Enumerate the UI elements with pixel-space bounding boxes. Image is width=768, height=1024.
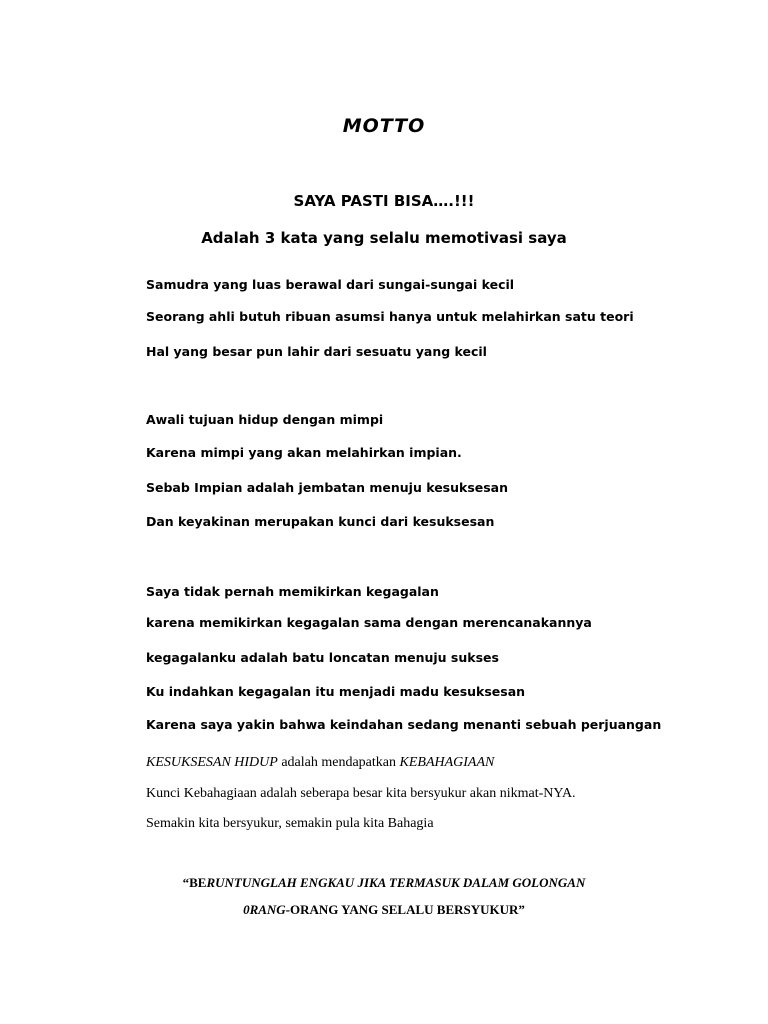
closing-connector: adalah mendapatkan <box>277 755 400 770</box>
closing-highlight-success: KESUKSESAN HIDUP <box>146 755 278 770</box>
page-title: MOTTO <box>342 115 426 137</box>
stanza-3-line-3: kegagalanku adalah batu loncatan menuju sukses <box>146 650 499 665</box>
quote-line-2 <box>0 902 768 918</box>
tagline-note: Adalah 3 kata yang selalu memotivasi saya <box>201 229 567 247</box>
quote-italic-1: RUNTUNGLAH ENGKAU JIKA TERMASUK DALAM GOLONGAN <box>206 875 586 890</box>
stanza-2-line-3: Sebab Impian adalah jembatan menuju kesuksesan <box>146 480 509 495</box>
stanza-3-line-2: karena memikirkan kegagalan sama dengan merencanakannya <box>146 615 592 630</box>
stanza-2-line-2: Karena mimpi yang akan melahirkan impian. <box>146 445 462 460</box>
closing-highlight-happiness: KEBAHAGIAAN <box>399 755 495 770</box>
stanza-1-line-3: Hal yang besar pun lahir dari sesuatu yang kecil <box>146 344 487 359</box>
stanza-2-line-4: Dan keyakinan merupakan kunci dari kesuksesan <box>146 514 495 529</box>
closing-line-2: Kunci Kebahagiaan adalah seberapa besar kita bersyukur akan nikmat-NYA. <box>146 786 576 801</box>
quote-italic-2: 0RANG- <box>243 902 291 917</box>
quote-open: “BE <box>182 875 207 890</box>
stanza-3-line-4: Ku indahkan kegagalan itu menjadi madu kesuksesan <box>146 684 526 699</box>
stanza-1-line-1: Samudra yang luas berawal dari sungai-sungai kecil <box>146 277 515 292</box>
closing-line-3: Semakin kita bersyukur, semakin pula kita Bahagia <box>146 816 434 831</box>
stanza-3-line-1: Saya tidak pernah memikirkan kegagalan <box>146 584 439 599</box>
quote-rest: ORANG YANG SELALU BERSYUKUR” <box>290 902 525 917</box>
closing-line-1 <box>146 755 494 771</box>
stanza-2-line-1: Awali tujuan hidup dengan mimpi <box>146 412 384 427</box>
quote-line-1 <box>0 875 768 891</box>
tagline: SAYA PASTI BISA….!!! <box>293 192 475 210</box>
stanza-3-line-5: Karena saya yakin bahwa keindahan sedang menanti sebuah perjuangan <box>146 717 662 732</box>
stanza-1-line-2: Seorang ahli butuh ribuan asumsi hanya untuk melahirkan satu teori <box>146 309 634 324</box>
